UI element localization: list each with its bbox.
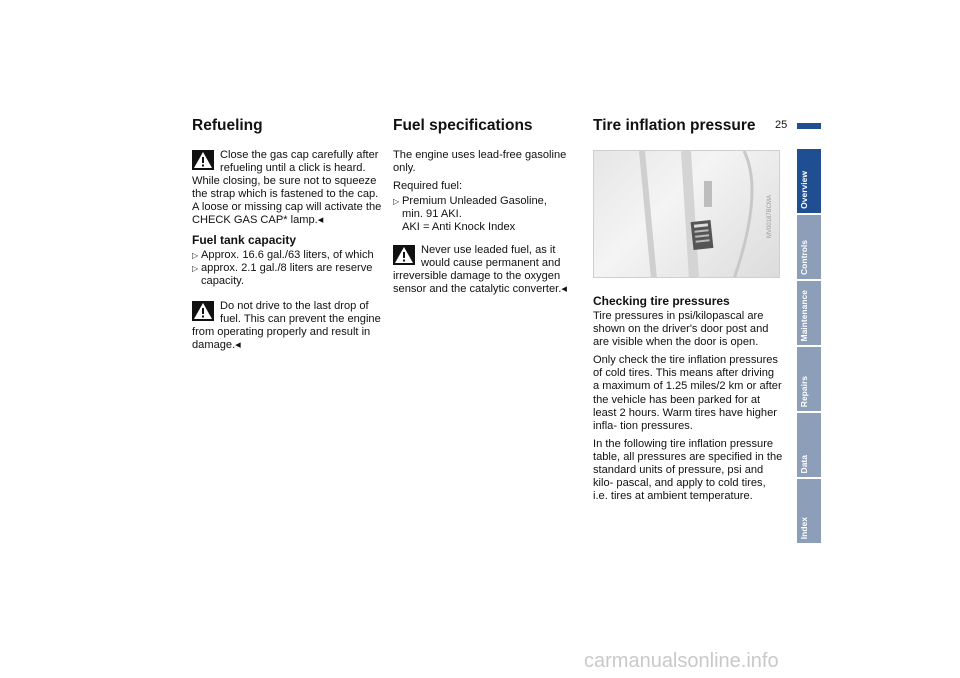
watermark: carmanualsonline.info — [584, 650, 779, 672]
tab-index[interactable] — [797, 479, 821, 543]
tab-label: Maintenance — [799, 289, 809, 341]
list-item: ▷ Premium Unleaded Gasoline, — [393, 195, 583, 208]
last-drop-warning-text: Do not drive to the last drop of fuel. This can prevent the engine from operating properly and result in damage.◂ — [192, 299, 381, 352]
tire-pressure-column — [593, 116, 783, 508]
header-accent-bar — [797, 123, 821, 129]
warning-icon — [192, 301, 214, 321]
leaded-fuel-warning-text: Never use leaded fuel, as it would cause permanent and irreversible damage to the oxygen sensor and the catalytic converter.◂ — [393, 243, 567, 295]
list-item: ▷ approx. 2.1 gal./8 liters are reserve capacity. — [192, 262, 382, 288]
warning-icon — [192, 150, 214, 170]
tab-controls[interactable] — [797, 215, 821, 279]
fuel-specifications-title: Fuel specifications — [393, 117, 533, 134]
fuel-intro: The engine uses lead-free gasoline only. — [393, 149, 567, 175]
tab-label: Index — [799, 516, 809, 539]
leaded-fuel-warning — [393, 244, 583, 296]
tab-label: Overview — [799, 171, 809, 209]
aki-definition: AKI = Anti Knock Index — [402, 221, 516, 234]
image-code: MV00187BCMA — [766, 195, 773, 239]
tab-label: Data — [799, 454, 809, 473]
refueling-column — [192, 116, 382, 357]
tab-label: Controls — [799, 240, 809, 275]
capacity-list — [192, 249, 382, 288]
tab-overview[interactable] — [797, 149, 821, 213]
tire-paragraph-2: Only check the tire inflation pressures of cold tires. This means after driving a maximum of 1.25 miles/2 km or after the vehicle has been parked for at least 2 hours. Warm tires have higher infla- tion pressures. — [593, 354, 782, 432]
list-item: ▷ Approx. 16.6 gal./63 liters, of which — [192, 249, 382, 262]
tab-repairs[interactable] — [797, 347, 821, 411]
fuel-spec-column — [393, 116, 583, 301]
tire-paragraph-3: In the following tire inflation pressure table, all pressures are specified in the standard units of pressure, psi and kilo- pascal, and apply to cold tires, i.e. tires at ambient temperature. — [593, 437, 783, 503]
gas-cap-warning-text: Close the gas cap carefully after refueling until a click is heard. While closing, be sure not to squeeze the strap which is fastened to the cap. A loose or missing cap will activate the CHECK GAS CAP* lamp.◂ — [192, 149, 382, 227]
last-drop-warning — [192, 300, 382, 352]
tire-inflation-title: Tire inflation pressure — [593, 117, 756, 134]
tire-paragraph-1: Tire pressures in psi/kilopascal are shown on the driver's door post and are visible when the door is open. — [593, 310, 769, 349]
fuel-list — [393, 195, 583, 208]
tab-data[interactable] — [797, 413, 821, 477]
warning-icon — [393, 245, 415, 265]
tab-label: Repairs — [799, 375, 809, 407]
tab-maintenance[interactable] — [797, 281, 821, 345]
door-post-photo — [593, 150, 780, 278]
fuel-item-details — [393, 208, 583, 234]
page-number: 25 — [775, 119, 788, 131]
section-tabs — [797, 149, 821, 545]
checking-tire-pressures-heading: Checking tire pressures — [593, 294, 730, 308]
gas-cap-warning — [192, 149, 382, 228]
refueling-title: Refueling — [192, 117, 263, 134]
required-fuel-label: Required fuel: — [393, 180, 463, 193]
min-aki: min. 91 AKI. — [402, 208, 462, 221]
fuel-tank-capacity-heading: Fuel tank capacity — [192, 232, 297, 247]
